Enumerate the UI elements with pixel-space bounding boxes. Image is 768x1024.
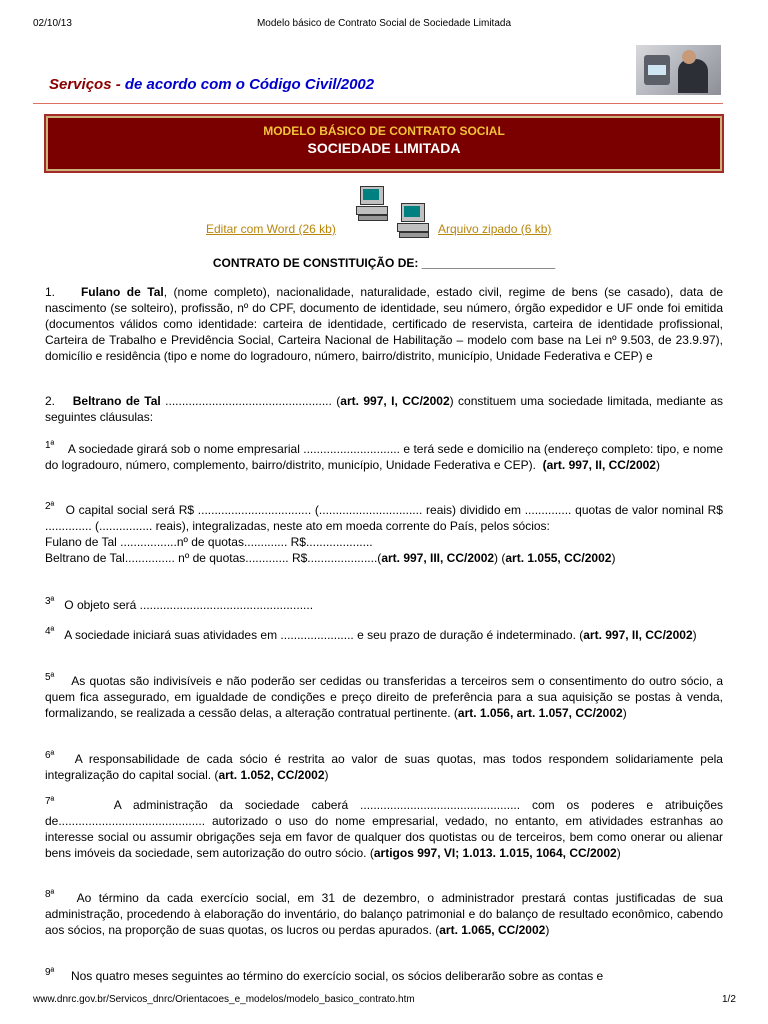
clause-3: $^{3ª}$ O objeto será .................................................... [45, 596, 314, 612]
office-photo [636, 45, 721, 95]
print-footer-url: www.dnrc.gov.br/Servicos_dnrc/Orientacoes_e_modelos/modelo_basico_contrato.htm [33, 994, 415, 1005]
section-suffix: de acordo com o Código Civil/2002 [124, 76, 375, 93]
print-page-number: 1/2 [722, 994, 736, 1005]
computer-icon [397, 203, 429, 237]
computer-icon [356, 186, 388, 220]
edit-word-link[interactable]: Editar com Word (26 kb) [206, 222, 336, 236]
clause-2: $^{2ª}$ O capital social será R$ .................................. (............................... reais) dividido em .............. quotas de valor nominal R$ .............. (................ reais), integralizadas, neste ato em moeda corrente do País, pelos sócios: Fulano de Tal .................nº de quotas............. R$.................... Beltrano de Tal............... nº de quotas............. R$.....................(art. 997, III, CC/2002) (art. 1.055, CC/2002) [45, 501, 723, 565]
clause-9: $^{9ª}$ Nos quatro meses seguintes ao término do exercício social, os sócios deliberarão sobre as contas e [45, 967, 604, 983]
contract-heading: CONTRATO DE CONSTITUIÇÃO DE: ____________________ [212, 256, 556, 270]
clause-8: $^{8ª}$ Ao término da cada exercício social, em 31 de dezembro, o administrador prestará contas justificadas de sua administração, procedendo à elaboração do inventário, do balanço patrimonial e do balanço de resultado econômico, cabendo aos sócios, na proporção de suas quotas, os lucros ou perdas apurados. (art. 1.065, CC/2002) [45, 889, 723, 937]
clause-7: $^{7ª}$ A administração da sociedade caberá ................................................ com os poderes e atribuições de............................................ autorizado o uso do nome empresarial, vedado, no entanto, em atividades estranhas ao interesse social ou assumir obrigações seja em favor de qualquer dos quotistas ou de terceiros, bem como onerar ou alienar bens imóveis da sociedade, sem autorização do outro sócio. (artigos 997, VI; 1.013. 1.015, 1064, CC/2002) [45, 796, 723, 860]
banner-line2: SOCIEDADE LIMITADA [307, 140, 461, 156]
zip-file-link[interactable]: Arquivo zipado (6 kb) [438, 222, 552, 236]
section-prefix: Serviços - [49, 76, 125, 93]
print-title: Modelo básico de Contrato Social de Sociedade Limitada [256, 18, 512, 29]
clause-6: $^{6ª}$ A responsabilidade de cada sócio é restrita ao valor de suas quotas, mas todos respondem solidariamente pela integralização do capital social. (art. 1.052, CC/2002) [45, 750, 723, 782]
clause-5: $^{5ª}$ As quotas são indivisíveis e não poderão ser cedidas ou transferidas a terceiros sem o consentimento do outro sócio, a quem fica assegurado, em igualdade de condições e preço direito de preferência para a sua aquisição se postas à venda, formalizando, se realizada a cessão delas, a alteração contratual pertinente. (art. 1.056, art. 1.057, CC/2002) [45, 672, 723, 720]
section-header [49, 76, 374, 93]
clause-4: $^{4ª}$ A sociedade iniciará suas atividades em ...................... e seu prazo de duração é indeterminado. (art. 997, II, CC/2002) [45, 626, 697, 642]
divider [33, 103, 723, 104]
paragraph-party-2: 2. Beltrano de Tal .................................................. (art. 997, I, CC/2002) constituem uma sociedade limitada, mediante as seguintes cláusulas: [45, 394, 723, 424]
banner-line1: MODELO BÁSICO DE CONTRATO SOCIAL [263, 124, 505, 138]
paragraph-party-1: 1. Fulano de Tal, (nome completo), nacionalidade, naturalidade, estado civil, regime de bens (se casado), data de nascimento (se solteiro), profissão, nº do CPF, documento de identidade, seu número, órgão expedidor e UF onde foi emitida (documentos válidos como identidade: carteira de identidade, certificado de reservista, carteira de identidade profissional, Carteira de Trabalho e Previdência Social, Carteira Nacional de Habilitação – modelo com base na Lei nº 9.503, de 23.9.97), domicílio e residência (tipo e nome do logradouro, número, bairro/distrito, município, Unidade Federativa e CEP) e [45, 285, 723, 363]
clause-1: $^{1ª}$ A sociedade girará sob o nome empresarial ............................. e terá sede e domicilio na (endereço completo: tipo, e nome do logradouro, número, complemento, bairro/distrito, município, Unidade Federativa e CEP). (art. 997, II, CC/2002) [45, 440, 723, 472]
title-banner [44, 114, 724, 173]
print-date: 02/10/13 [33, 18, 72, 29]
